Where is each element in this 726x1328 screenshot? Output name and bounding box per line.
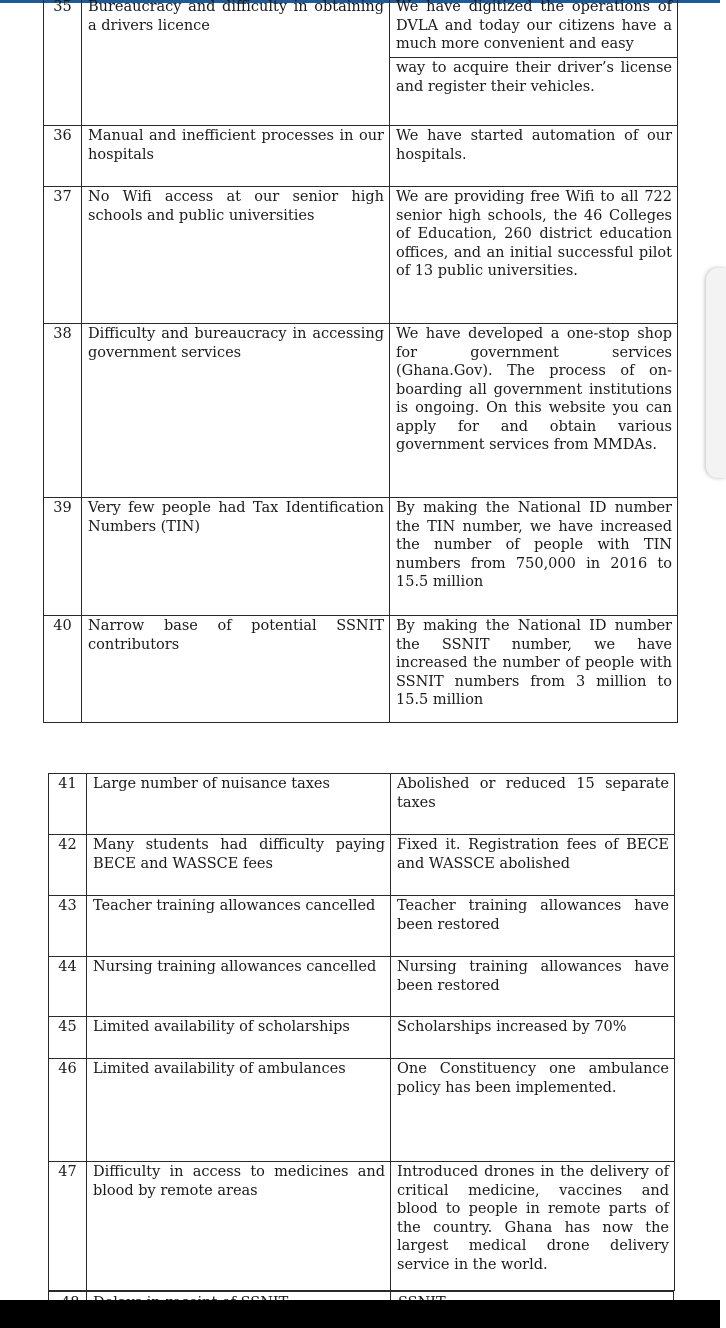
row-number: 45 [49, 1017, 87, 1059]
row-number: 35 [44, 0, 82, 126]
issue-cell: Many students had difficulty paying BECE and WASSCE fees [87, 835, 391, 896]
issues-table-lower [48, 773, 675, 1291]
table-row [44, 324, 678, 498]
navigation-bar [0, 1300, 720, 1328]
issue-cell: Teacher training allowances cancelled [87, 896, 391, 957]
issue-cell: Very few people had Tax Identification Numbers (TIN) [82, 498, 390, 616]
table-row [44, 0, 678, 126]
row-number: 44 [49, 957, 87, 1017]
table-row [49, 1017, 675, 1059]
row-number: 38 [44, 324, 82, 498]
table-row [44, 187, 678, 324]
row-number: 43 [49, 896, 87, 957]
table-row [44, 498, 678, 616]
response-cell: By making the National ID number the TIN number, we have increased the number of people with TIN numbers from 750,000 in 2016 to 15.5 million [390, 498, 678, 616]
table-row [49, 1162, 675, 1291]
table-row [49, 1059, 675, 1162]
response-cell: Fixed it. Registration fees of BECE and WASSCE abolished [391, 835, 675, 896]
table-row [49, 957, 675, 1017]
table-row-cut-off [48, 1291, 674, 1300]
issues-table-upper [43, 0, 678, 723]
issue-cell: Limited availability of ambulances [87, 1059, 391, 1162]
issue-cell: No Wifi access at our senior high schools and public universities [82, 187, 390, 324]
response-cell: Teacher training allowances have been restored [391, 896, 675, 957]
row-number: 39 [44, 498, 82, 616]
row-number: 47 [49, 1162, 87, 1291]
response-cell: We have developed a one-stop shop for government services (Ghana.Gov). The process of on-boarding all government institutions is ongoing. On this website you can apply for and obtain various government services from MMDAs. [390, 324, 678, 498]
issue-cell: Manual and inefficient processes in our hospitals [82, 126, 390, 187]
issue-cell: Nursing training allowances cancelled [87, 957, 391, 1017]
row-number: 36 [44, 126, 82, 187]
issue-cell: Difficulty in access to medicines and blood by remote areas [87, 1162, 391, 1291]
response-text: We have digitized the operations of DVLA and today our citizens have a much more convenient and easy [396, 0, 672, 52]
issue-cell: Difficulty and bureaucracy in accessing government services [82, 324, 390, 498]
table-row [49, 835, 675, 896]
response-cell: Nursing training allowances have been restored [391, 957, 675, 1017]
row-number: 40 [44, 616, 82, 723]
response-cell: Scholarships increased by 70% [391, 1017, 675, 1059]
response-cell: Introduced drones in the delivery of critical medicine, vaccines and blood to people in remote parts of the country. Ghana has now the largest medical drone delivery service in the world. [391, 1162, 675, 1291]
response-cell [390, 0, 678, 126]
issue-cell: Limited availability of scholarships [87, 1017, 391, 1059]
response-cell: We have started automation of our hospitals. [390, 126, 678, 187]
row-number: 37 [44, 187, 82, 324]
response-text-continued: way to acquire their driver’s license and register their vehicles. [390, 57, 677, 100]
row-number: 46 [49, 1059, 87, 1162]
response-cell: We are providing free Wifi to all 722 senior high schools, the 46 Colleges of Education, 260 district education offices, and an initial successful pilot of 13 public universities. [390, 187, 678, 324]
table-row [49, 774, 675, 835]
issue-cell: Large number of nuisance taxes [87, 774, 391, 835]
table-row [49, 896, 675, 957]
table-row [44, 616, 678, 723]
row-number: 42 [49, 835, 87, 896]
edge-panel-handle[interactable] [706, 268, 726, 478]
response-cell: Abolished or reduced 15 separate taxes [391, 774, 675, 835]
row-number: 41 [49, 774, 87, 835]
response-cell: By making the National ID number the SSNIT number, we have increased the number of people with SSNIT numbers from 3 million to 15.5 million [390, 616, 678, 723]
table-row [44, 126, 678, 187]
issue-cell: Bureaucracy and difficulty in obtaining a drivers licence [82, 0, 390, 126]
response-cell: One Constituency one ambulance policy has been implemented. [391, 1059, 675, 1162]
issue-cell: Narrow base of potential SSNIT contributors [82, 616, 390, 723]
